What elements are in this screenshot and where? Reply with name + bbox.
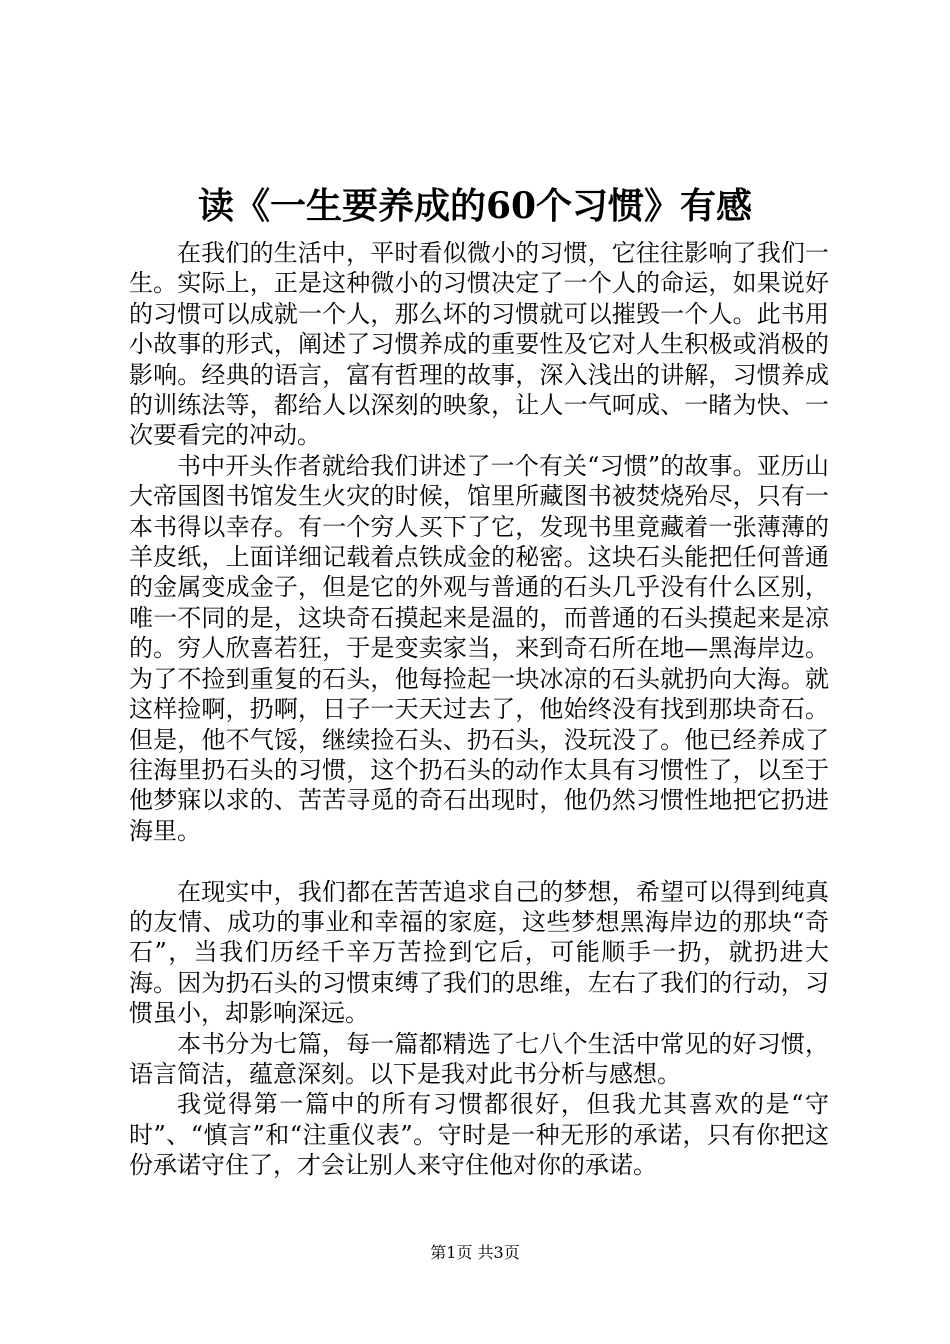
paragraph-intro: 在我们的生活中，平时看似微小的习惯，它往往影响了我们一生。实际上，正是这种微小的习惯决定了一个人的命运，如果说好的习惯可以成就一个人，那么坏的习惯就可以摧毁一个人。此书用小故事的形式，阐述了习惯养成的重要性及它对人生积极或消极的影响。经典的语言，富有哲理的故事，深入浅出的讲解，习惯养成的训练法等，都给人以深刻的映象，让人一气呵成、一睹为快、一次要看完的冲动。 [129, 239, 829, 450]
page-footer: 第1页 共3页 [430, 1243, 520, 1262]
paragraph-structure: 本书分为七篇，每一篇都精选了七八个生活中常见的好习惯，语言简洁，蕴意深刻。以下是我对此书分析与感想。 [129, 1029, 829, 1088]
paragraph-first-chapter: 我觉得第一篇中的所有习惯都很好，但我尤其喜欢的是“守时”、“慎言”和“注重仪表”。守时是一种无形的承诺，只有你把这份承诺守住了，才会让别人来守住他对你的承诺。 [129, 1090, 829, 1180]
document-title: 读《一生要养成的60个习惯》有感 [197, 185, 753, 227]
paragraph-spacer [129, 846, 829, 876]
paragraph-reality: 在现实中，我们都在苦苦追求自己的梦想，希望可以得到纯真的友情、成功的事业和幸福的家庭，这些梦想黑海岸边的那块“奇石”，当我们历经千辛万苦捡到它后，可能顺手一扔，就扔进大海。因为扔石头的习惯束缚了我们的思维，左右了我们的行动，习惯虽小，却影响深远。 [129, 877, 829, 1028]
paragraph-story: 书中开头作者就给我们讲述了一个有关“习惯”的故事。亚历山大帝国图书馆发生火灾的时候，馆里所藏图书被焚烧殆尽，只有一本书得以幸存。有一个穷人买下了它，发现书里竟藏着一张薄薄的羊皮纸，上面详细记载着点铁成金的秘密。这块石头能把任何普通的金属变成金子，但是它的外观与普通的石头几乎没有什么区别，唯一不同的是，这块奇石摸起来是温的，而普通的石头摸起来是凉的。穷人欣喜若狂，于是变卖家当，来到奇石所在地—黑海岸边。为了不捡到重复的石头，他每捡起一块冰凉的石头就扔向大海。就这样捡啊，扔啊，日子一天天过去了，他始终没有找到那块奇石。但是，他不气馁，继续捡石头、扔石头，没玩没了。他已经养成了往海里扔石头的习惯，这个扔石头的动作太具有习惯性了，以至于他梦寐以求的、苦苦寻觅的奇石出现时，他仍然习惯性地把它扔进海里。 [129, 451, 829, 845]
document-body [129, 238, 829, 1181]
